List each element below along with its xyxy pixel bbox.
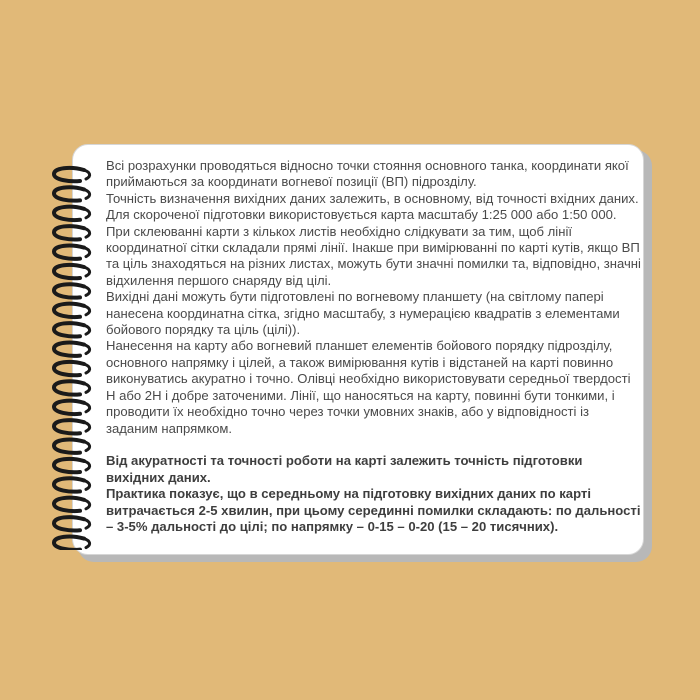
paragraph-5: Вихідні дані можуть бути підготовлені по вогневому планшету (на світлому папері нанесена координатна сітка, згідно масштабу, з нумерацією квадратів з елементами бойового порядку та ціль (цілі)). [106,289,620,338]
spiral-ring [54,401,90,414]
paragraph-4: При склеюванні карти з кількох листів необхідно слідкувати за тим, щоб лінії координатної сітки складали прямі лінії. Інакше при вимірюванні по карті кутів, якщо ВП та ціль знаходяться на різних листах, можуть бути значні помилки та, відповідно, значні відхилення першого снаряду від цілі. [106,223,641,288]
spiral-ring [54,537,90,550]
paragraph-1: Всі розрахунки проводяться відносно точки стояння основного танка, координати якої приймаються за координати вогневої позиції (ВП) підрозділу. [106,158,629,190]
bold-paragraph-2: Практика показує, що в середньому на підготовку вихідних даних по карті витрачається 2-5 хвилин, при цьому серединні помилки складають: по дальності – 3-5% дальності до цілі; по напрямку – 0-15 – 0-20 (15 – 20 тисячних). [106,486,641,534]
spiral-ring [54,187,90,200]
spiral-ring [54,478,90,491]
spiral-ring [54,362,90,375]
spiral-binding-icon [40,160,100,550]
spiral-ring [54,304,90,317]
spiral-ring [54,226,90,239]
spiral-ring [54,498,90,511]
spiral-ring [54,343,90,356]
spiral-ring [54,207,90,220]
spiral-ring [54,168,90,181]
bold-paragraph-1: Від акуратності та точності роботи на карті залежить точність підготовки вихідних даних. [106,453,583,485]
spiral-ring [54,246,90,259]
spiral-ring [54,265,90,278]
spiral-ring [54,459,90,472]
page-content [106,158,642,535]
spiral-ring [54,440,90,453]
spiral-ring [54,323,90,336]
paragraph-6: Нанесення на карту або вогневий планшет елементів бойового порядку підрозділу, основного напрямку і цілей, а також вимірювання кутів і відстаней на карті повинно виконуватись акуратно і точно. Олівці необхідно використовувати середньої твердості Н або 2Н і добре заточеними. Лінії, що наносяться на карту, повинні бути тонкими, і проводити їх необхідно точно через точки умовних знаків, або у відповідності із заданим напрямком. [106,338,631,436]
paragraph-spacer [106,437,642,453]
spiral-ring [54,284,90,297]
spiral-ring [54,517,90,530]
spiral-ring [54,381,90,394]
paragraph-2: Точність визначення вихідних даних залежить, в основному, від точності вхідних даних. [106,190,639,206]
paragraph-3: Для скороченої підготовки використовується карта масштабу 1:25 000 або 1:50 000. [106,207,617,223]
spiral-ring [54,420,90,433]
